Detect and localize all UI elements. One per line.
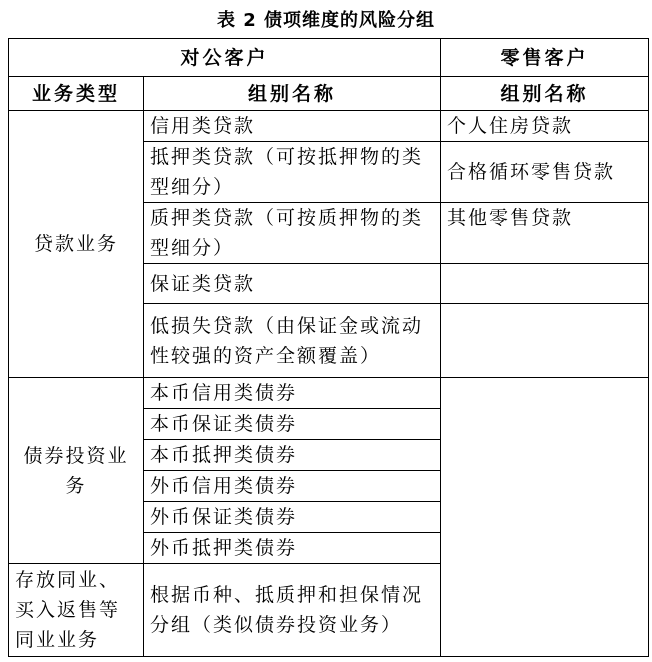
corp-group-bond-local-mortgage: 本币抵押类债券 [144, 440, 441, 471]
retail-group-other: 其他零售贷款 [441, 203, 649, 264]
corp-group-bond-local-credit: 本币信用类债券 [144, 378, 441, 409]
corp-group-loan-pledge: 质押类贷款（可按质押物的类型细分） [144, 203, 441, 264]
retail-group-revolving: 合格循环零售贷款 [441, 142, 649, 203]
corp-group-loan-mortgage: 抵押类贷款（可按抵押物的类型细分） [144, 142, 441, 203]
retail-empty-2 [441, 304, 649, 378]
corp-group-bond-local-guarantee: 本币保证类债券 [144, 409, 441, 440]
corp-group-loan-low-loss: 低损失贷款（由保证金或流动性较强的资产全额覆盖） [144, 304, 441, 378]
business-type-loan: 贷款业务 [9, 111, 144, 378]
header-retail: 零售客户 [441, 39, 649, 77]
business-type-interbank: 存放同业、买入返售等同业业务 [9, 564, 144, 657]
header-corporate: 对公客户 [9, 39, 441, 77]
retail-empty-1 [441, 264, 649, 304]
header-group-name-corporate: 组别名称 [144, 77, 441, 111]
retail-empty-3 [441, 378, 649, 657]
corp-group-bond-foreign-credit: 外币信用类债券 [144, 471, 441, 502]
table-title: 表 2 债项维度的风险分组 [216, 10, 436, 31]
corp-group-loan-credit: 信用类贷款 [144, 111, 441, 142]
corp-group-bond-foreign-guarantee: 外币保证类债券 [144, 502, 441, 533]
corp-group-loan-guarantee: 保证类贷款 [144, 264, 441, 304]
header-business-type: 业务类型 [9, 77, 144, 111]
corp-group-bond-foreign-mortgage: 外币抵押类债券 [144, 533, 441, 564]
risk-group-table [8, 38, 649, 657]
header-group-name-retail: 组别名称 [441, 77, 649, 111]
retail-group-housing: 个人住房贷款 [441, 111, 649, 142]
corp-group-interbank: 根据币种、抵质押和担保情况分组（类似债券投资业务） [144, 564, 441, 657]
business-type-bond: 债券投资业务 [9, 378, 144, 564]
